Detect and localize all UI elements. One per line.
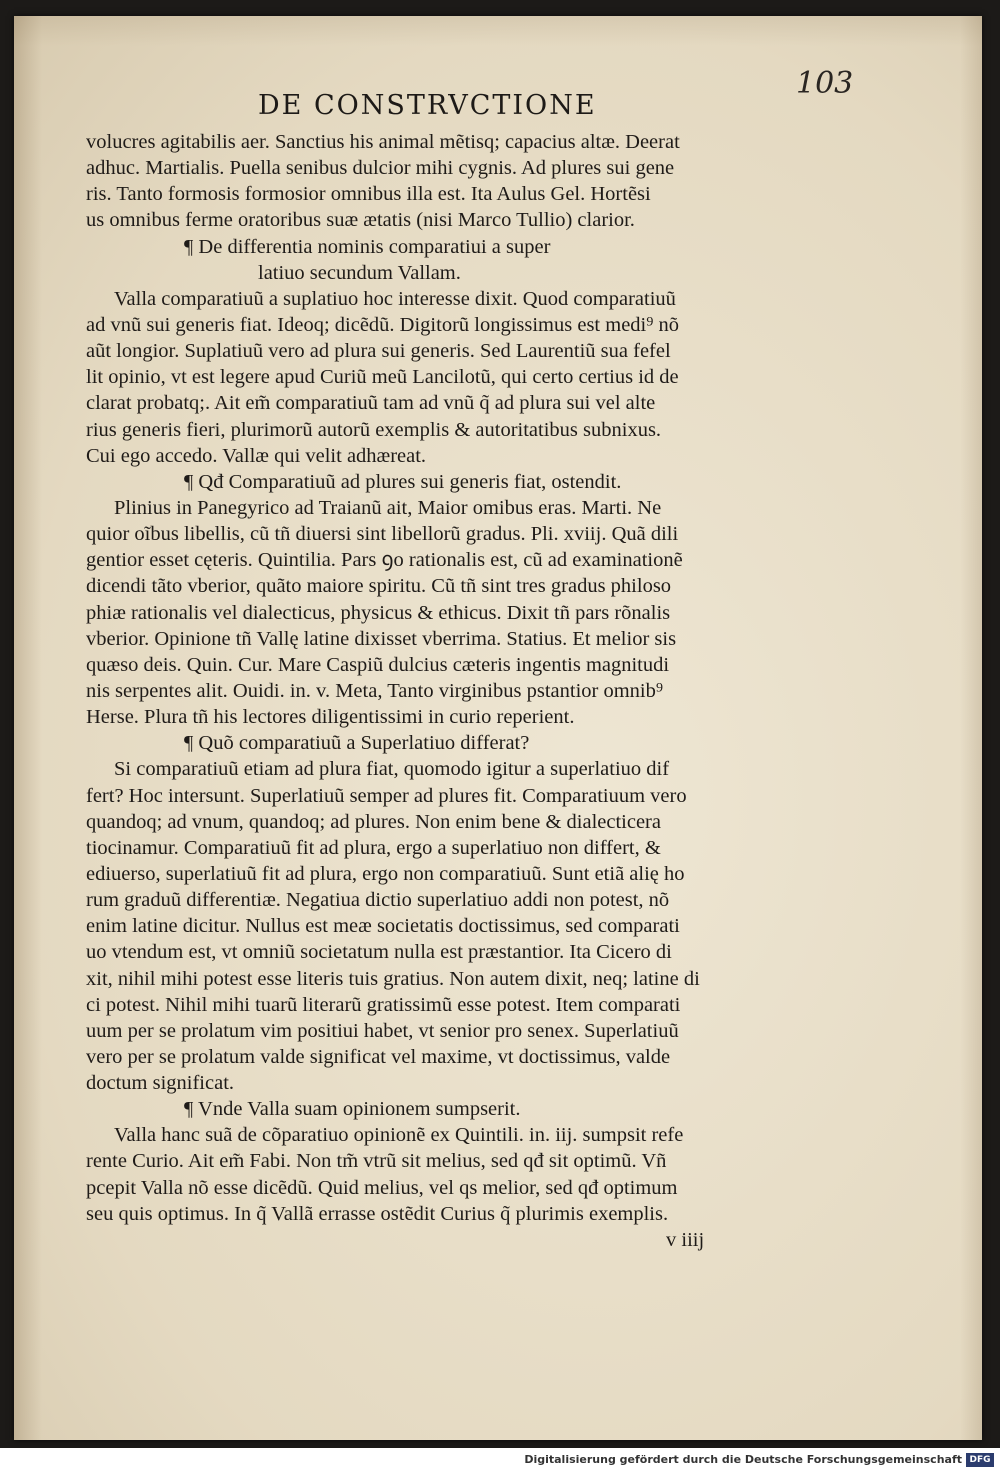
page-number: 103 (796, 66, 854, 101)
text-line: dicendi tãto vberior, quãto maiore spiritu. Cũ tñ sint tres gradus philoso (86, 575, 672, 598)
signature-mark: v iiij (666, 1228, 705, 1251)
section-heading-line: ¶ Quõ comparatiuũ a Superlatiuo differat? (184, 732, 530, 755)
section-heading-line: ¶ Qđ Comparatiuũ ad plures sui generis fiat, ostendit. (184, 470, 622, 493)
text-line: phiæ rationalis vel dialecticus, physicus & ethicus. Dixit tñ pars rõnalis (86, 601, 671, 624)
text-line: uum per se prolatum vim positiui habet, vt senior pro senex. Superlatiuũ (86, 1019, 679, 1042)
text-line: Valla hanc suã de cõparatiuo opinionẽ ex Quintili. in. iij. sumpsit refe (114, 1124, 684, 1147)
text-line: aũt longior. Suplatiuũ vero ad plura sui generis. Sed Laurentiũ sua fefel (86, 340, 671, 363)
text-line: adhuc. Martialis. Puella senibus dulcior mihi cygnis. Ad plures sui gene (86, 157, 675, 180)
book-page (14, 16, 982, 1440)
text-line: Si comparatiuũ etiam ad plura fiat, quomodo igitur a superlatiuo dif (114, 758, 670, 781)
text-line: doctum significat. (86, 1072, 235, 1095)
text-line: uo vtendum est, vt omniũ societatum nulla est præstantior. Ita Cicero di (86, 941, 672, 964)
text-line: ci potest. Nihil mihi tuarũ literarũ gratissimũ esse potest. Item comparati (86, 993, 681, 1016)
text-line: enim latine dicitur. Nullus est meæ societatis doctissimus, sed comparati (86, 915, 680, 938)
text-line: quandoq; ad vnum, quandoq; ad plures. Non enim bene & dialecticera (86, 810, 661, 833)
text-line: quæso deis. Quin. Cur. Mare Caspiũ dulcius cæteris ingentis magnitudi (86, 653, 670, 676)
section-heading-line: latiuo secundum Vallam. (258, 261, 461, 284)
text-line: clarat probatq;. Ait em̃ comparatiuũ tam ad vnũ q̃ ad plura sui vel alte (86, 392, 656, 415)
text-line: ris. Tanto formosis formosior omnibus illa est. Ita Aulus Gel. Hortẽsi (86, 183, 651, 206)
text-line: Herse. Plura tñ his lectores diligentissimi in curio reperient. (86, 706, 575, 729)
text-line: ad vnũ sui generis fiat. Ideoq; dicẽdũ. Digitorũ longissimus est medi⁹ nõ (86, 313, 680, 336)
text-line: gentior esset cęteris. Quintilia. Pars ꝯo rationalis est, cũ ad examinationẽ (86, 549, 683, 572)
text-line: vberior. Opinione tñ Vallę latine dixisset vberrima. Statius. Et melior sis (86, 627, 677, 650)
footer-bar (0, 1448, 1000, 1474)
text-line: fert? Hoc intersunt. Superlatiuũ semper ad plures fit. Comparatiuum vero (86, 784, 687, 807)
text-line: volucres agitabilis aer. Sanctius his animal mẽtisq; capacius altæ. Deerat (86, 131, 680, 153)
text-line: Plinius in Panegyrico ad Traianũ ait, Maior omibus eras. Marti. Ne (114, 496, 662, 519)
section-heading-line: ¶ De differentia nominis comparatiui a super (184, 235, 551, 258)
text-line: seu quis optimus. In q̃ Vallã errasse ostẽdit Curius q̃ plurimis exemplis. (86, 1202, 669, 1225)
text-block (86, 129, 798, 1253)
dfg-logo-icon: DFG (966, 1453, 994, 1467)
text-line: rum graduũ differentiæ. Negatiua dictio superlatiuo addi non potest, nõ (86, 889, 670, 912)
text-line: ediuerso, superlatiuũ fit ad plura, ergo non comparatiuũ. Sunt etiã alię ho (86, 862, 685, 885)
text-line: quior oĩbus libellis, cũ tñ diuersi sint libellorũ gradus. Pli. xviij. Quã dili (86, 523, 679, 546)
text-line: rente Curio. Ait em̃ Fabi. Non tm̃ vtrũ sit melius, sed qđ sit optimũ. Vñ (86, 1150, 667, 1173)
running-head: DE CONSTRVCTIONE (258, 90, 597, 121)
section-heading-line: ¶ Vnde Valla suam opinionem sumpserit. (184, 1098, 521, 1121)
text-line: nis serpentes alit. Ouidi. in. v. Meta, Tanto virginibus pstantior omnib⁹ (86, 679, 664, 702)
text-line: tiocinamur. Comparatiuũ fit ad plura, ergo a superlatiuo non differt, & (86, 836, 661, 859)
text-line: Valla comparatiuũ a suplatiuo hoc interesse dixit. Quod comparatiuũ (114, 287, 676, 310)
text-line: pcepit Valla nõ esse dicẽdũ. Quid melius, vel qs melior, sed qđ optimum (86, 1176, 678, 1199)
funding-credit: Digitalisierung gefördert durch die Deutsche Forschungsgemeinschaft (524, 1453, 962, 1466)
text-line: xit, nihil mihi potest esse literis tuis gratius. Non autem dixit, neq; latine di (86, 967, 700, 990)
text-line: rius generis fieri, plurimorũ autorũ exemplis & autoritatibus subnixus. (86, 418, 662, 441)
text-line: lit opinio, vt est legere apud Curiũ meũ Lancilotũ, qui certo certius id de (86, 366, 679, 389)
text-line: us omnibus ferme oratoribus suæ ætatis (nisi Marco Tullio) clarior. (86, 209, 635, 232)
text-line: Cui ego accedo. Vallæ qui velit adhæreat. (86, 444, 427, 467)
text-line: vero per se prolatum valde significat vel maxime, vt doctissimus, valde (86, 1045, 671, 1068)
